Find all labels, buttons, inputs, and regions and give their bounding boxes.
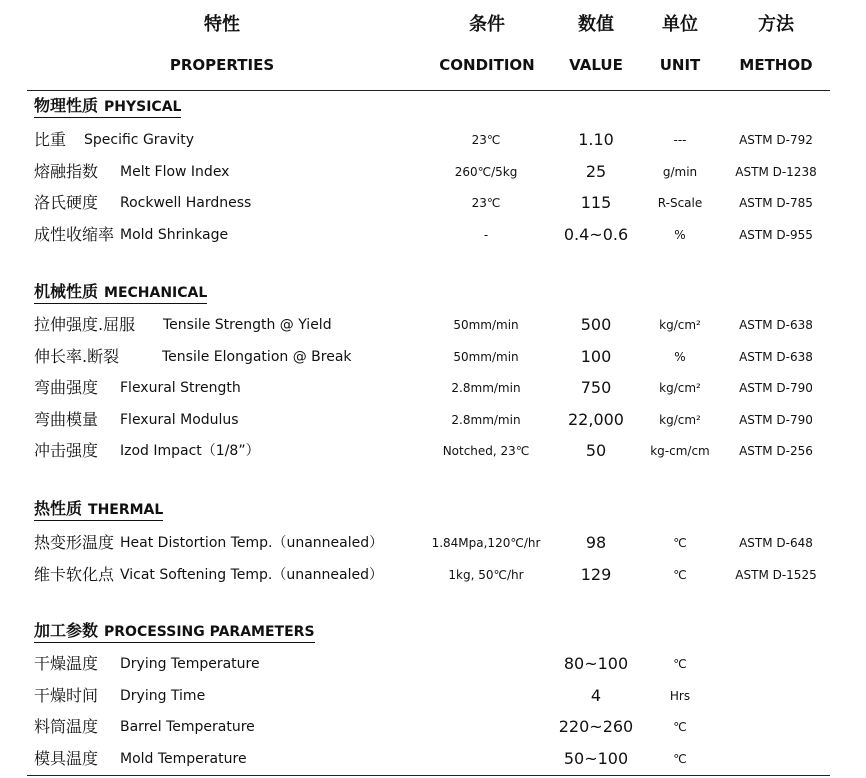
unit-cell: R-Scale: [657, 196, 703, 210]
value-cell: 4: [590, 685, 602, 705]
value-cell: 129: [580, 564, 612, 584]
table-row: [0, 222, 866, 248]
table-bottom-rule: [27, 775, 830, 776]
property-name-zh: 干燥温度: [34, 654, 99, 673]
condition-cell: Notched, 23℃: [442, 444, 530, 458]
section-title-en: MECHANICAL: [104, 285, 208, 301]
property-name-zh: 比重: [34, 130, 67, 149]
unit-cell: %: [674, 227, 686, 242]
header-value-zh: 数值: [578, 14, 614, 35]
method-cell: ASTM D-638: [739, 318, 813, 332]
section-title-en: THERMAL: [88, 502, 164, 518]
table-row: [0, 127, 866, 153]
condition-cell: 2.8mm/min: [451, 412, 521, 427]
method-cell: ASTM D-790: [739, 412, 813, 427]
table-row: [0, 407, 866, 433]
unit-cell: kg/cm²: [659, 381, 701, 395]
property-name-zh: 弯曲模量: [34, 409, 99, 429]
table-row: [0, 312, 866, 338]
property-name-zh: 干燥时间: [34, 685, 99, 705]
value-cell: 115: [580, 193, 612, 212]
header-method-en: METHOD: [739, 56, 813, 74]
value-cell: 500: [580, 315, 612, 334]
table-row: [0, 344, 866, 370]
unit-cell: kg/cm²: [659, 412, 701, 427]
property-name-en: Izod Impact（1/8”）: [120, 443, 260, 459]
property-name-en: Vicat Softening Temp.（unannealed）: [120, 566, 383, 583]
table-row: [0, 714, 866, 740]
value-cell: 1.10: [578, 130, 614, 149]
property-name-en: Mold Shrinkage: [120, 226, 229, 243]
condition-cell: -: [483, 227, 489, 242]
header-condition-en: CONDITION: [439, 56, 535, 74]
property-name-zh: 伸长率.断裂: [34, 346, 120, 366]
header-divider: [27, 90, 830, 91]
unit-cell: kg/cm²: [659, 318, 701, 332]
method-cell: ASTM D-955: [739, 227, 813, 242]
header-properties-zh: 特性: [204, 14, 240, 35]
value-cell: 220~260: [558, 717, 634, 736]
value-cell: 750: [580, 378, 612, 397]
condition-cell: 1.84Mpa,120℃/hr: [431, 536, 541, 550]
condition-cell: 50mm/min: [453, 349, 519, 364]
table-row: [0, 159, 866, 185]
unit-cell: g/min: [662, 164, 698, 179]
header-condition-zh: 条件: [469, 14, 505, 35]
method-cell: ASTM D-638: [739, 349, 813, 364]
unit-cell: ℃: [673, 720, 687, 734]
value-cell: 50~100: [563, 748, 629, 768]
property-name-en: Specific Gravity: [84, 132, 195, 148]
section-heading: [34, 500, 163, 521]
method-cell: ASTM D-792: [739, 133, 813, 147]
unit-cell: ℃: [673, 657, 687, 671]
property-name-en: Flexural Modulus: [120, 411, 239, 428]
value-cell: 50: [585, 441, 607, 460]
header-properties-en: PROPERTIES: [169, 56, 275, 74]
table-row: [0, 190, 866, 216]
condition-cell: 23℃: [471, 133, 501, 147]
property-name-zh: 拉伸强度.屈服: [34, 315, 136, 334]
property-name-en: Mold Temperature: [120, 750, 247, 767]
section-heading: [34, 283, 207, 304]
condition-cell: 23℃: [471, 196, 501, 210]
property-name-zh: 维卡软化点: [34, 564, 115, 584]
unit-cell: ---: [673, 133, 687, 147]
property-name-zh: 冲击强度: [34, 441, 99, 460]
method-cell: ASTM D-648: [739, 536, 813, 550]
property-name-zh: 成性收缩率: [34, 224, 115, 244]
property-name-en: Rockwell Hardness: [120, 195, 252, 211]
table-row: [0, 683, 866, 709]
unit-cell: kg-cm/cm: [650, 444, 710, 458]
section-title-zh: 物理性质: [34, 96, 99, 115]
header-unit-zh: 单位: [662, 14, 698, 35]
property-name-zh: 熔融指数: [34, 161, 99, 181]
property-name-zh: 热变形温度: [34, 533, 115, 552]
method-cell: ASTM D-1525: [735, 567, 817, 582]
condition-cell: 260℃/5kg: [454, 164, 518, 179]
section-title-zh: 机械性质: [34, 282, 99, 301]
property-name-zh: 料筒温度: [34, 717, 99, 736]
table-row: [0, 651, 866, 677]
method-cell: ASTM D-790: [739, 381, 813, 395]
unit-cell: ℃: [673, 751, 687, 766]
property-name-zh: 模具温度: [34, 748, 99, 768]
property-name-en: Heat Distortion Temp.（unannealed）: [120, 535, 384, 551]
property-name-en: Drying Temperature: [120, 656, 260, 672]
unit-cell: ℃: [673, 536, 687, 550]
method-cell: ASTM D-1238: [735, 164, 817, 179]
condition-cell: 2.8mm/min: [451, 381, 521, 395]
section-heading: [34, 622, 315, 643]
table-row: [0, 746, 866, 772]
section-title-zh: 加工参数: [34, 621, 99, 640]
unit-cell: %: [674, 349, 686, 364]
value-cell: 80~100: [563, 654, 629, 673]
condition-cell: 1kg, 50℃/hr: [448, 567, 524, 582]
header-method-zh: 方法: [758, 14, 794, 35]
table-row: [0, 375, 866, 401]
value-cell: 25: [585, 161, 607, 181]
value-cell: 100: [580, 346, 612, 366]
table-row: [0, 438, 866, 464]
section-title-en: PHYSICAL: [104, 99, 182, 115]
table-row: [0, 562, 866, 588]
method-cell: ASTM D-785: [739, 196, 813, 210]
property-name-en: Barrel Temperature: [120, 719, 255, 735]
property-name-en: Melt Flow Index: [120, 163, 230, 180]
property-name-zh: 弯曲强度: [34, 378, 99, 397]
section-title-en: PROCESSING PARAMETERS: [104, 624, 315, 640]
condition-cell: 50mm/min: [453, 318, 519, 332]
property-name-en: Flexural Strength: [120, 380, 241, 396]
table-row: [0, 530, 866, 556]
value-cell: 98: [585, 533, 607, 552]
section-title-zh: 热性质: [34, 499, 83, 518]
property-name-en: Drying Time: [120, 687, 206, 704]
property-name-zh: 洛氏硬度: [34, 193, 99, 212]
header-unit-en: UNIT: [659, 56, 701, 74]
value-cell: 0.4~0.6: [563, 224, 629, 244]
value-cell: 22,000: [568, 409, 624, 429]
unit-cell: ℃: [673, 567, 687, 582]
property-name-en: Tensile Strength @ Yield: [163, 317, 332, 333]
unit-cell: Hrs: [669, 688, 691, 703]
header-value-en: VALUE: [569, 56, 623, 74]
section-heading: [34, 97, 181, 118]
method-cell: ASTM D-256: [739, 444, 813, 458]
property-name-en: Tensile Elongation @ Break: [162, 348, 352, 365]
